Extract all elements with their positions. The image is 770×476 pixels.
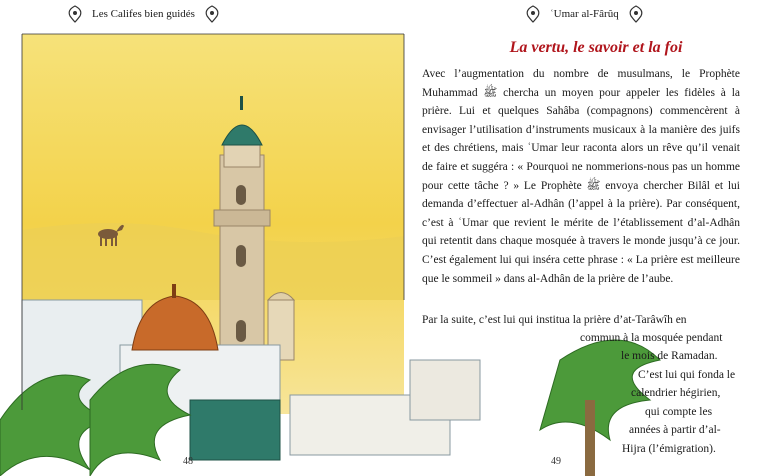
text-line: Par la suite, c’est lui qui institua la prière d’at-Tarâwîh en bbox=[422, 314, 687, 326]
text-line: commun à la mosquée pendant bbox=[580, 332, 723, 344]
palm-trunk bbox=[585, 400, 595, 476]
text-line: le mois de Ramadan. bbox=[621, 350, 718, 362]
right-header-text: ʿUmar al-Fârûq bbox=[550, 8, 619, 20]
text-line: Hijra (l’émigration). bbox=[622, 443, 716, 455]
building bbox=[190, 400, 280, 460]
right-header bbox=[522, 4, 647, 24]
ornament-icon bbox=[201, 4, 223, 24]
text-line: qui compte les bbox=[645, 406, 713, 418]
paragraph: Avec l’augmentation du nombre de musulmans, le Prophète Muhammad ﷺ chercha un moyen pour appeler les fidèles à la prière. Lui et quelques Sahâba (compagnons) commencèrent à envisager l’utilisation d’instruments musicaux à la manière des juifs et des chrétiens, mais ʿUmar leur raconta alors un rêve qu’il venait de faire et suggéra : « Pourquoi ne nommerions-nous pas un homme pour cette tâche ? » Le Prophète ﷺ envoya chercher Bilâl et lui demanda d’effectuer al-Adhân (l’appel à la prière). Par conséquent, c’est à ʿUmar que revient le mérite de l’établissement d’al-Adhân qui retentit dans chaque mosquée à travers le monde jusqu’à ce jour. C’est également lui qui inséra cette phrase : « La prière est meilleure que le sommeil » dans al-Adhân de la prière de l’aube. bbox=[422, 68, 741, 285]
building bbox=[410, 360, 480, 420]
section-title: La vertu, le savoir et la foi bbox=[509, 39, 683, 56]
text-line: calendrier hégirien, bbox=[631, 387, 721, 399]
ornament-icon bbox=[64, 4, 86, 24]
text-line: années à partir d’al- bbox=[629, 424, 721, 436]
ornament-icon bbox=[522, 4, 544, 24]
left-header bbox=[64, 4, 223, 24]
page-number-right: 49 bbox=[551, 456, 561, 467]
body-text bbox=[422, 65, 740, 296]
left-header-text: Les Califes bien guidés bbox=[92, 8, 195, 20]
ornament-icon bbox=[625, 4, 647, 24]
text-line: C’est lui qui fonda le bbox=[638, 369, 736, 381]
page-number-left: 48 bbox=[183, 456, 193, 467]
